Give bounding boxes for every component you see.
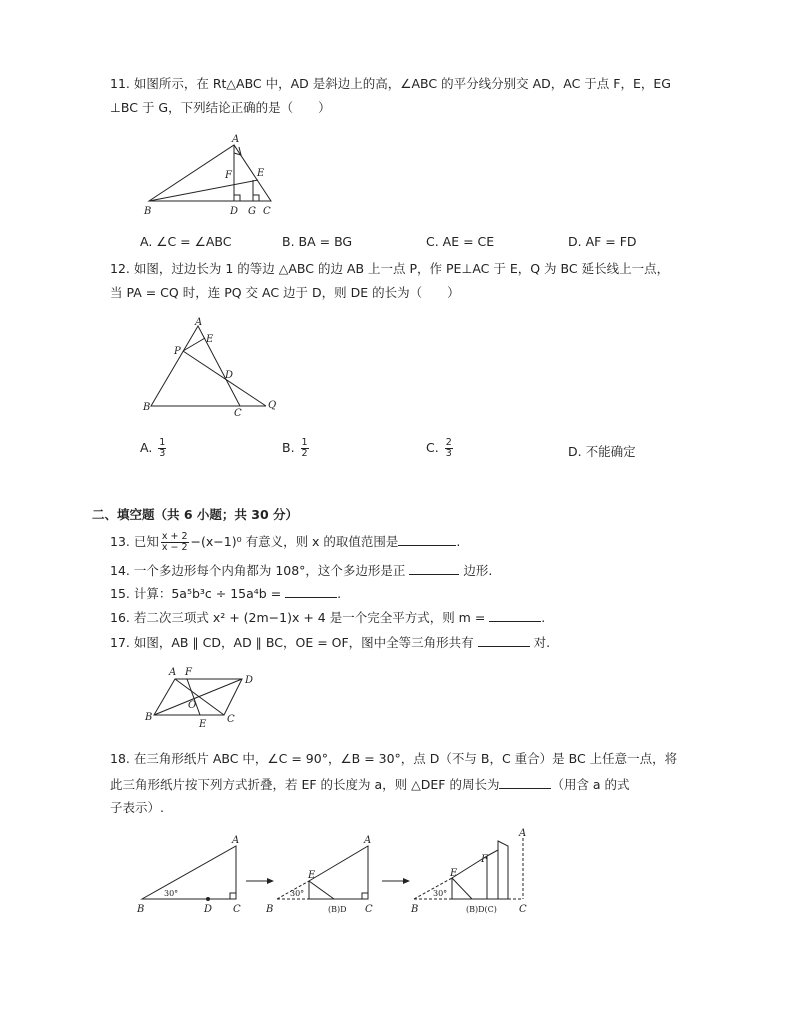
q17-end: 对.: [533, 635, 551, 650]
q18-text-b: （用含 a 的式: [551, 777, 630, 792]
q18-fig2-label-a: A: [364, 835, 372, 846]
q12-option-a-prefix: A.: [140, 440, 153, 455]
q12-option-c-prefix: C.: [426, 440, 439, 455]
q12-label-d: D: [225, 370, 234, 381]
q11-label-d: D: [230, 206, 239, 217]
q13-text: −(x−1)⁰ 有意义，则 x 的取值范围是: [190, 534, 399, 549]
q17-label-a: A: [169, 667, 177, 678]
q18-text-a: 此三角形纸片按下列方式折叠，若 EF 的长度为 a，则 △DEF 的周长为: [110, 777, 500, 792]
q11-label-c: C: [263, 206, 271, 217]
q15-answer-blank[interactable]: [285, 584, 337, 598]
q12-label-c: C: [234, 408, 242, 418]
q11-label-a: A: [232, 134, 240, 145]
q15: [110, 584, 341, 603]
q13-prefix: 13. 已知: [110, 534, 159, 549]
q17-label-o: O: [188, 700, 197, 711]
q17-label-f: F: [185, 667, 192, 678]
q18-fig3-label-bdc: (B)D(C): [466, 905, 497, 914]
q11-line2: ⊥BC 于 G，下列结论正确的是（ ）: [110, 100, 331, 115]
q12-label-e: E: [206, 334, 214, 345]
q12-option-b-fraction: $\frac{1}{2}$: [301, 437, 308, 459]
q18-fig1-label-c: C: [233, 904, 241, 915]
q17-label-e: E: [199, 719, 207, 730]
q18-fig3-label-f: F: [481, 854, 488, 865]
q12-option-c-fraction: $\frac{2}{3}$: [445, 437, 452, 459]
q12-label-p: P: [174, 346, 181, 357]
q11-option-c: C. AE = CE: [426, 234, 495, 249]
q18-fig2-label-bd: (B)D: [328, 905, 347, 914]
q11-option-a: A. ∠C = ∠ABC: [140, 234, 232, 249]
q12-figure: [140, 316, 290, 418]
q17-label-b: B: [145, 712, 153, 723]
q13: [110, 532, 460, 553]
q17-label-c: C: [227, 714, 235, 725]
q13-end: .: [456, 534, 461, 549]
q18-figures: [130, 826, 540, 918]
q11-label-g: G: [248, 206, 256, 217]
q12-label-q: Q: [268, 400, 277, 411]
q18-line1: 18. 在三角形纸片 ABC 中，∠C = 90°，∠B = 30°，点 D（不与 B，C 重合）是 BC 上任意一点，将: [110, 751, 678, 766]
q12-label-a: A: [195, 317, 203, 328]
q18-fig3-angle: 30°: [433, 889, 448, 898]
q18-fig3-label-c: C: [519, 904, 527, 915]
q13-answer-blank[interactable]: [398, 532, 456, 546]
q17: [110, 633, 550, 652]
q18-fig1-label-d: D: [204, 904, 213, 915]
q12-option-a: [140, 438, 168, 459]
q18-fig1-label-a: A: [232, 835, 240, 846]
q17-label-d: D: [245, 675, 254, 686]
q16-answer-blank[interactable]: [489, 608, 541, 622]
q18-fig2-label-c: C: [365, 904, 373, 915]
q12-line2: 当 PA = CQ 时，连 PQ 交 AC 边于 D，则 DE 的长为（ ）: [110, 285, 460, 300]
q18-fig3-label-b: B: [411, 904, 419, 915]
q18-fig1-label-b: B: [137, 904, 145, 915]
q11-figure: [140, 132, 280, 220]
q18-fig2-label-e: E: [308, 870, 316, 881]
q15-end: .: [337, 586, 342, 601]
q18-fig1-angle: 30°: [164, 889, 179, 898]
q11-line1: 11. 如图所示，在 Rt△ABC 中，AD 是斜边上的高，∠ABC 的平分线分别交 AD，AC 于点 F，E，EG: [110, 76, 671, 91]
q17-answer-blank[interactable]: [478, 633, 530, 647]
q11-label-f: F: [225, 170, 232, 181]
q12-label-b: B: [143, 402, 151, 413]
q11-label-e: E: [257, 168, 265, 179]
q12-line1: 12. 如图，过边长为 1 的等边 △ABC 的边 AB 上一点 P，作 PE⊥AC 于 E，Q 为 BC 延长线上一点，: [110, 261, 670, 276]
q12-option-a-fraction: $\frac{1}{3}$: [159, 437, 166, 459]
q11-option-b: B. BA = BG: [282, 234, 353, 249]
q14-answer-blank[interactable]: [409, 561, 459, 575]
q18-fig2-angle: 30°: [290, 889, 305, 898]
q17-figure: [140, 664, 270, 730]
q14-text: 14. 一个多边形每个内角都为 108°，这个多边形是正: [110, 563, 406, 578]
q18-fig3-label-e: E: [450, 868, 458, 879]
q11-label-b: B: [144, 206, 152, 217]
q11-option-d: D. AF = FD: [568, 234, 637, 249]
section-heading: 二、填空题（共 6 小题；共 30 分）: [92, 507, 299, 522]
q16-end: .: [541, 610, 546, 625]
q12-option-b: [282, 438, 311, 459]
q18-fig3-label-a: A: [519, 828, 527, 839]
q18-line2: [110, 775, 630, 794]
q15-text: 15. 计算：5a⁵b³c ÷ 15a⁴b =: [110, 586, 282, 601]
q12-option-c: [426, 438, 455, 459]
q16: [110, 608, 545, 627]
q17-text: 17. 如图，AB ∥ CD，AD ∥ BC，OE = OF，图中全等三角形共有: [110, 635, 474, 650]
q14-end: 边形.: [463, 563, 493, 578]
q14: [110, 561, 492, 580]
q18-fig2-label-b: B: [266, 904, 274, 915]
q12-option-d: D. 不能确定: [568, 444, 636, 459]
q18-line3: 子表示）.: [110, 800, 164, 815]
q12-option-b-prefix: B.: [282, 440, 295, 455]
q13-fraction: $\frac{x + 2}{x - 2}$: [161, 531, 188, 553]
q18-answer-blank[interactable]: [499, 775, 551, 789]
q16-text: 16. 若二次三项式 x² + (2m−1)x + 4 是一个完全平方式，则 m =: [110, 610, 486, 625]
